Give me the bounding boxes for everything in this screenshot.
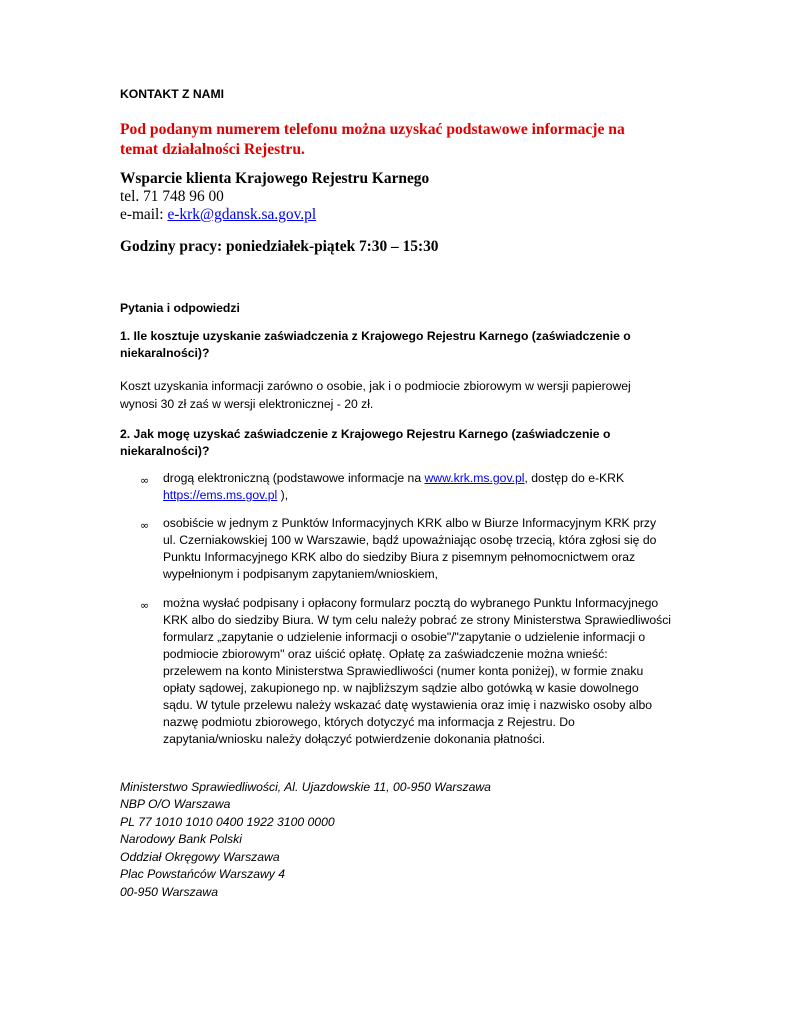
address-line-7: 00-950 Warszawa: [120, 885, 218, 899]
support-phone: tel. 71 748 96 00: [120, 188, 224, 205]
question-2-line-2: niekaralności)?: [120, 444, 210, 458]
bullet-3-line-6: opłaty sądowej, zakupionego np. w najbliższym sądzie albo gotówką w kasie dowolnego: [163, 681, 639, 695]
address-line-6: Plac Powstańców Warszawy 4: [120, 867, 286, 881]
working-hours: Godziny pracy: poniedziałek-piątek 7:30 – 15:30: [120, 238, 439, 255]
bullet-1-line-1: [163, 471, 624, 485]
ems-link[interactable]: https://ems.ms.gov.pl: [163, 488, 278, 502]
bullet-3-line-2: KRK albo do siedziby Biura. W tym celu należy pobrać ze strony Ministerstwa Sprawiedliwości: [163, 613, 672, 627]
intro-line-2: temat działalności Rejestru.: [120, 141, 305, 158]
bullet-1-text-pre: drogą elektroniczną (podstawowe informacje na: [163, 471, 425, 485]
bullet-icon: ∞: [140, 519, 150, 532]
bullet-3-line-9: zapytania/wniosku należy dołączyć potwierdzenie dokonania płatności.: [163, 732, 546, 746]
page-heading: KONTAKT Z NAMI: [120, 87, 225, 101]
bullet-3-line-4: podmiocie zbiorowym" oraz uiścić opłatę. Opłatę za zaświadczenie można wnieść:: [163, 647, 608, 661]
question-1-line-2: niekaralności)?: [120, 346, 210, 360]
bullet-2-line-4: wypełnionym i podpisanym zapytaniem/wnioskiem,: [163, 567, 439, 581]
address-line-3: PL 77 1010 1010 0400 1922 3100 0000: [120, 815, 335, 829]
bullet-3-line-1: można wysłać podpisany i opłacony formularz pocztą do wybranego Punktu Informacyjnego: [163, 596, 659, 610]
bullet-1-text-post: ),: [277, 488, 289, 502]
bullet-3-line-7: sądu. W tytule przelewu należy wskazać datę wystawienia oraz imię i nazwisko osoby albo: [163, 698, 653, 712]
bullet-3-line-5: przelewem na konto Ministerstwa Sprawiedliwości (numer konta poniżej), w formie znaku: [163, 664, 644, 678]
address-line-2: NBP O/O Warszawa: [120, 797, 231, 811]
bullet-2-line-2: ul. Czerniakowskiej 100 w Warszawie, bądź upoważniając osobę trzecią, która zgłosi się do: [163, 533, 657, 547]
bullet-1-line-2: [163, 488, 288, 502]
address-line-5: Oddział Okręgowy Warszawa: [120, 850, 280, 864]
bullet-icon: ∞: [140, 474, 150, 487]
bullet-icon: ∞: [140, 599, 150, 612]
bullet-2-line-3: Punktu Informacyjnego KRK albo do siedziby Biura z pisemnym pełnomocnictwem oraz: [163, 550, 636, 564]
bullet-3-line-3: formularz „zapytanie o udzielenie informacji o osobie"/"zapytanie o udzielenie informacji o: [163, 630, 646, 644]
answer-1-line-1: Koszt uzyskania informacji zarówno o osobie, jak i o podmiocie zbiorowym w wersji papierowej: [120, 379, 631, 393]
intro-line-1: Pod podanym numerem telefonu można uzyskać podstawowe informacje na: [120, 121, 625, 138]
address-line-1: Ministerstwo Sprawiedliwości, Al. Ujazdowskie 11, 00-950 Warszawa: [120, 780, 491, 794]
question-2-line-1: 2. Jak mogę uzyskać zaświadczenie z Krajowego Rejestru Karnego (zaświadczenie o: [120, 427, 611, 441]
bullet-1-text-mid: , dostęp do e-KRK: [524, 471, 625, 485]
bullet-3-line-8: nazwę podmiotu zbiorowego, których dotyczyć ma informacja z Rejestru. Do: [163, 715, 575, 729]
bullet-2-line-1: osobiście w jednym z Punktów Informacyjnych KRK albo w Biurze Informacyjnym KRK przy: [163, 516, 657, 530]
address-line-4: Narodowy Bank Polski: [120, 832, 242, 846]
email-label: e-mail:: [120, 206, 168, 223]
support-email: [120, 206, 316, 224]
question-1-line-1: 1. Ile kosztuje uzyskanie zaświadczenia z Krajowego Rejestru Karnego (zaświadczenie o: [120, 329, 631, 343]
krk-link[interactable]: www.krk.ms.gov.pl: [424, 471, 525, 485]
support-title: Wsparcie klienta Krajowego Rejestru Karnego: [120, 170, 430, 187]
email-link[interactable]: e-krk@gdansk.sa.gov.pl: [167, 206, 317, 223]
faq-title: Pytania i odpowiedzi: [120, 301, 240, 315]
answer-1-line-2: wynosi 30 zł zaś w wersji elektronicznej - 20 zł.: [120, 397, 374, 411]
